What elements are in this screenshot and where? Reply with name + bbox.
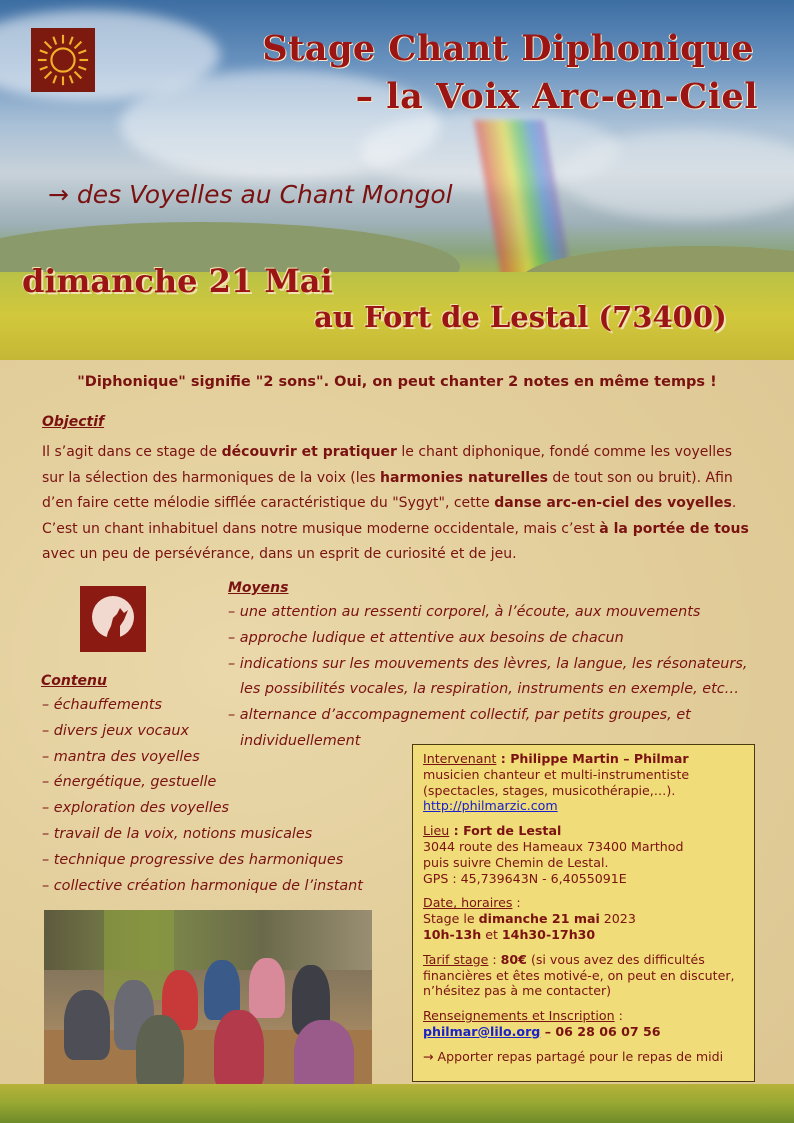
info-box xyxy=(412,744,755,1082)
photo-person xyxy=(249,958,285,1018)
separator: – xyxy=(540,1023,556,1039)
tarif-note: (si vous avez des difficultés financières et êtes motivé-e, on peut en discuter, n’hésitez pas à me contacter) xyxy=(423,951,735,999)
date-block xyxy=(423,895,744,942)
list-item: – énergétique, gestuelle xyxy=(42,774,217,791)
objectif-text-part: de tout son ou bruit). Afin d’en faire cette mélodie sifflée caractéristique du "Sygyt", cette xyxy=(42,469,733,512)
title-line-1: Stage Chant Diphonique xyxy=(262,28,754,69)
cloud xyxy=(560,130,794,220)
contact-label: Renseignements et Inscription xyxy=(423,1008,615,1024)
date-and: et xyxy=(481,926,502,942)
lieu-direction: puis suivre Chemin de Lestal. xyxy=(423,854,609,870)
event-place: au Fort de Lestal (73400) xyxy=(314,300,727,334)
list-item: – exploration des voyelles xyxy=(42,800,230,817)
list-item: – échauffements xyxy=(42,697,162,713)
separator: : xyxy=(614,1008,623,1024)
contenu-list xyxy=(42,693,363,899)
intervenant-name: Philippe Martin – Philmar xyxy=(510,751,689,766)
separator: : xyxy=(488,951,501,967)
event-date: dimanche 21 Mai xyxy=(22,262,333,300)
date-morning: 10h-13h xyxy=(423,926,482,942)
lieu-address: 3044 route des Hameaux 73400 Marthod xyxy=(423,838,684,854)
contenu-heading: Contenu xyxy=(41,673,107,689)
objectif-emphasis: à la portée de tous xyxy=(599,520,749,537)
list-item: – alternance d’accompagnement collectif, par petits groupes, et individuellement xyxy=(228,707,691,749)
date-day: dimanche 21 mai xyxy=(478,911,600,927)
date-label: Date, horaires xyxy=(423,895,513,911)
hero-landscape xyxy=(0,0,794,360)
date-year: 2023 xyxy=(599,911,636,927)
date-afternoon: 14h30-17h30 xyxy=(501,926,596,942)
lieu-gps: GPS : 45,739643N - 6,4055091E xyxy=(423,870,627,886)
workshop-photo xyxy=(44,910,372,1100)
objectif-text-part: . C’est un chant inhabituel dans notre musique moderne occidentale, mais c’est xyxy=(42,495,737,537)
tarif-block xyxy=(423,952,744,999)
objectif-heading: Objectif xyxy=(42,414,105,430)
list-item: – mantra des voyelles xyxy=(42,748,200,765)
photo-person xyxy=(136,1015,184,1090)
intervenant-label: Intervenant xyxy=(423,751,497,766)
moyens-heading: Moyens xyxy=(228,580,289,596)
objectif-text-part: le chant diphonique, fondé comme les voyelles sur la sélection des harmoniques de la voix (les xyxy=(42,444,733,486)
lieu-block xyxy=(423,823,744,886)
intervenant-block xyxy=(423,751,744,814)
tarif-price: 80€ xyxy=(500,951,527,967)
list-item: – divers jeux vocaux xyxy=(42,722,190,739)
objectif-emphasis: découvrir et pratiquer xyxy=(221,444,397,460)
objectif-text-part: Il s’agit dans ce stage de xyxy=(42,444,222,460)
separator: : xyxy=(512,895,521,911)
howling-wolf-moon-icon xyxy=(80,586,146,652)
photo-person xyxy=(214,1010,264,1090)
objectif-emphasis: harmonies naturelles xyxy=(380,469,548,486)
list-item: – une attention au ressenti corporel, à l’écoute, aux mouvements xyxy=(228,604,701,620)
phone-number: 06 28 06 07 56 xyxy=(555,1023,661,1039)
tarif-label: Tarif stage xyxy=(423,951,489,967)
website-link[interactable]: http://philmarzic.com xyxy=(423,798,558,814)
photo-person xyxy=(64,990,110,1060)
objectif-emphasis: danse arc-en-ciel des voyelles xyxy=(494,495,732,512)
intervenant-description: musicien chanteur et multi-instrumentiste (spectacles, stages, musicothérapie,…). xyxy=(423,766,690,798)
sun-logo-icon xyxy=(31,28,95,92)
list-item: – indications sur les mouvements des lèvres, la langue, les résonateurs, les possibilités vocales, la respiration, instruments en exemple, etc… xyxy=(228,655,748,698)
list-item: – approche ludique et attentive aux besoins de chacun xyxy=(228,629,624,646)
objectif-text-part: avec un peu de persévérance, dans un esprit de curiosité et de jeu. xyxy=(42,546,517,563)
lieu-name: Fort de Lestal xyxy=(463,823,562,839)
email-link[interactable]: philmar@lilo.org xyxy=(423,1023,541,1039)
subtitle: → des Voyelles au Chant Mongol xyxy=(48,180,453,209)
list-item: – travail de la voix, notions musicales xyxy=(42,825,313,842)
grass-footer xyxy=(0,1084,794,1123)
title-line-2: – la Voix Arc-en-Ciel xyxy=(355,76,758,117)
objectif-paragraph xyxy=(42,440,754,568)
list-item: – technique progressive des harmoniques xyxy=(42,851,344,868)
repas-note: → Apporter repas partagé pour le repas de midi xyxy=(423,1048,724,1064)
separator: : xyxy=(449,823,464,839)
intro-text: "Diphonique" signifie "2 sons". Oui, on peut chanter 2 notes en même temps ! xyxy=(77,374,717,390)
contact-block xyxy=(423,1008,744,1040)
separator: : xyxy=(496,751,511,766)
date-prefix: Stage le xyxy=(423,911,479,927)
list-item: – collective création harmonique de l’instant xyxy=(42,877,363,894)
photo-wall xyxy=(44,910,372,970)
lieu-label: Lieu xyxy=(423,823,450,839)
